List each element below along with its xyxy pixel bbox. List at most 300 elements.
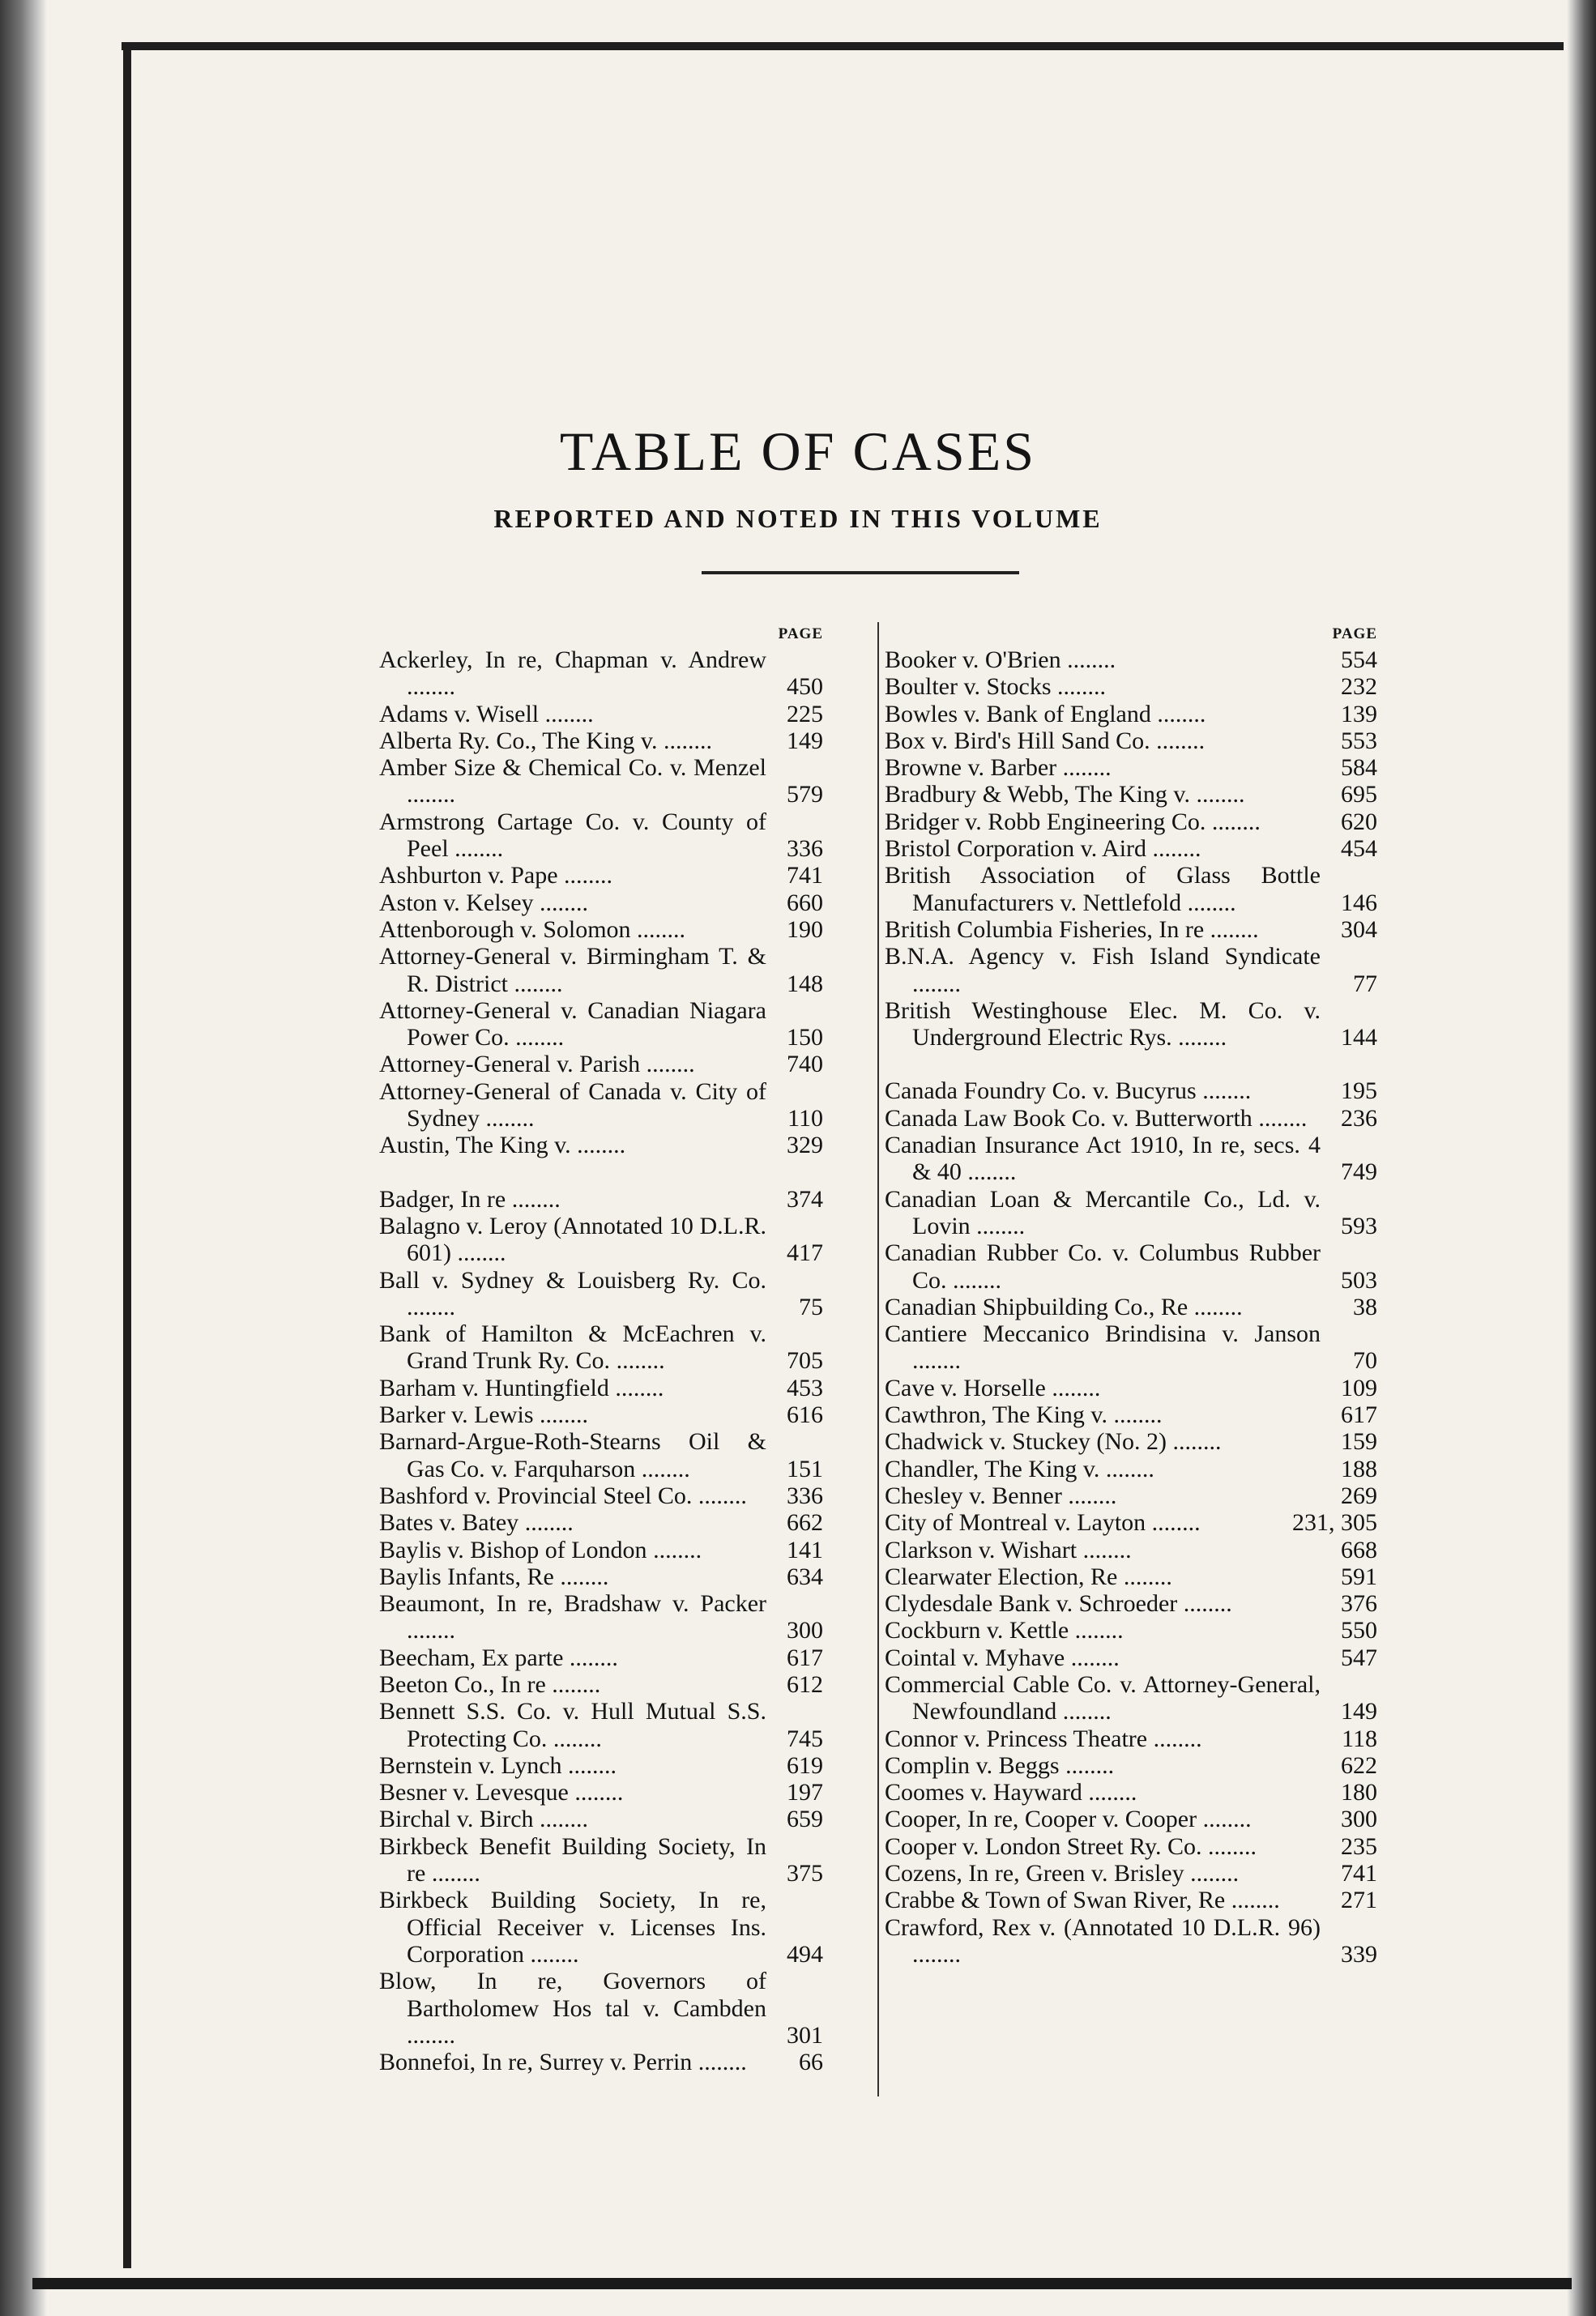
case-entry <box>885 1375 1377 1401</box>
case-page-number: 617 <box>787 1644 823 1671</box>
case-name: Cozens, In re, Green v. Brisley <box>885 1860 1184 1887</box>
case-page-number: 634 <box>787 1563 823 1590</box>
case-name: Beeton Co., In re <box>379 1670 546 1698</box>
scan-edge-right <box>1567 0 1596 2316</box>
case-name: Attorney-General v. Birmingham T. & R. District <box>379 943 766 997</box>
case-name: Cockburn v. Kettle <box>885 1617 1069 1644</box>
leader-dots: ........ <box>568 1779 624 1806</box>
case-page-number: 336 <box>787 1482 823 1509</box>
case-name: Chadwick v. Stuckey (No. 2) <box>885 1428 1167 1456</box>
case-name: Birchal v. Birch <box>379 1806 534 1833</box>
case-name: Canadian Rubber Co. v. Columbus Rubber Co. <box>885 1239 1321 1294</box>
case-name: Booker v. O'Brien <box>885 646 1061 673</box>
leader-dots: ........ <box>1059 1751 1115 1779</box>
case-name: British Westinghouse Elec. M. Co. v. Underground Electric Rys. <box>885 996 1321 1051</box>
leader-dots: ........ <box>509 1024 565 1051</box>
case-entry <box>885 916 1377 943</box>
leader-dots: ........ <box>553 1563 609 1590</box>
case-entry <box>379 997 823 1051</box>
cases-column-left <box>379 620 823 2075</box>
case-entry <box>885 1563 1377 1590</box>
case-name: Beecham, Ex parte <box>379 1644 564 1671</box>
leader-dots: ........ <box>480 1105 535 1132</box>
case-entry <box>885 727 1377 754</box>
case-name: Bennett S.S. Co. v. Hull Mutual S.S. Protecting Co. <box>379 1698 766 1752</box>
leader-dots: ........ <box>570 1132 626 1159</box>
leader-dots: ........ <box>1082 1779 1137 1806</box>
case-entry <box>379 727 823 754</box>
case-name: Coomes v. Hayward <box>885 1779 1082 1806</box>
case-name: Badger, In re <box>379 1185 506 1213</box>
leader-dots: ........ <box>1051 673 1107 701</box>
case-name: Attorney-General v. Canadian Niagara Power Co. <box>379 996 766 1051</box>
case-entry <box>379 1644 823 1671</box>
case-page-number: 494 <box>787 1940 823 1968</box>
case-name: Crawford, Rex v. (Annotated 10 D.L.R. 96) <box>885 1913 1321 1941</box>
leader-dots: ........ <box>1188 1293 1243 1320</box>
case-name: Bashford v. Provincial Steel Co. <box>379 1482 693 1509</box>
case-entry <box>379 943 823 997</box>
case-name: Attorney-General of Canada v. City of Sydney <box>379 1077 766 1132</box>
case-page-number: 339 <box>1341 1940 1377 1968</box>
case-page-number: 269 <box>1341 1482 1377 1509</box>
case-page-number: 553 <box>1341 727 1377 754</box>
page-subtitle: REPORTED AND NOTED IN THIS VOLUME <box>493 504 1103 533</box>
case-page-number: 336 <box>787 835 823 863</box>
leader-dots: ........ <box>946 1266 1002 1294</box>
case-entry <box>885 1617 1377 1644</box>
case-entry <box>885 1887 1377 1913</box>
leader-dots: ........ <box>1150 727 1206 754</box>
case-page-number: 236 <box>1341 1104 1377 1132</box>
case-entry <box>379 1213 823 1267</box>
case-page-number: 612 <box>787 1670 823 1698</box>
leader-dots: ........ <box>1201 1832 1257 1860</box>
case-page-number: 144 <box>1341 1024 1377 1051</box>
case-name: Ackerley, In re, Chapman v. Andrew <box>379 646 766 673</box>
case-page-number: 662 <box>787 1509 823 1537</box>
case-entry <box>885 862 1377 916</box>
case-entry <box>379 1482 823 1509</box>
case-name: Ashburton v. Pape <box>379 862 558 889</box>
leader-dots: ........ <box>533 889 589 916</box>
case-page-number: 619 <box>787 1751 823 1779</box>
case-page-number: 148 <box>787 970 823 997</box>
case-entry <box>379 1590 823 1644</box>
case-entry <box>885 1914 1377 1968</box>
case-page-number: 139 <box>1341 700 1377 727</box>
case-name: Cooper v. London Street Ry. Co. <box>885 1832 1202 1860</box>
case-name: Birkbeck Building Society, In re, Official Receiver v. Licenses Ins. Corporation <box>379 1887 766 1968</box>
case-entry <box>379 889 823 916</box>
page-title: TABLE OF CASES <box>559 420 1037 482</box>
case-name: Bank of Hamilton & McEachren v. Grand Trunk Ry. Co. <box>379 1320 766 1375</box>
case-entry <box>379 862 823 889</box>
case-entry <box>885 1294 1377 1320</box>
case-page-number: 118 <box>1342 1725 1377 1752</box>
leader-dots: ........ <box>1189 781 1245 808</box>
case-entry <box>885 1779 1377 1806</box>
case-entry <box>379 1132 823 1158</box>
leader-dots: ........ <box>1171 1024 1227 1051</box>
case-entry <box>885 1482 1377 1509</box>
case-name: Austin, The King v. <box>379 1132 571 1159</box>
case-name: Barnard-Argue-Roth-Stearns Oil & Gas Co. v. Farquharson <box>379 1428 766 1482</box>
case-name: Box v. Bird's Hill Sand Co. <box>885 727 1150 754</box>
leader-dots: ........ <box>630 915 686 943</box>
leader-dots: ........ <box>1065 1644 1120 1671</box>
case-page-number: 617 <box>1341 1401 1377 1429</box>
case-page-number: 329 <box>787 1132 823 1159</box>
case-page-number: 151 <box>787 1455 823 1482</box>
leader-dots: ........ <box>547 1725 602 1752</box>
case-entry <box>885 646 1377 673</box>
case-page-number: 450 <box>787 673 823 701</box>
border-left <box>123 42 131 2268</box>
leader-dots: ........ <box>1197 1806 1252 1833</box>
case-name: Clydesdale Bank v. Schroeder <box>885 1590 1178 1618</box>
case-name: Canadian Insurance Act 1910, In re, secs. 4 & 40 <box>885 1132 1321 1186</box>
case-name: Cantiere Meccanico Brindisina v. Janson <box>885 1320 1321 1348</box>
leader-dots: ........ <box>1252 1104 1308 1132</box>
leader-dots: ........ <box>640 1051 695 1078</box>
case-entry <box>885 1860 1377 1887</box>
case-name: Baylis v. Bishop of London <box>379 1536 647 1563</box>
leader-dots: ........ <box>448 835 504 863</box>
case-name: Armstrong Cartage Co. v. County of Peel <box>379 808 766 863</box>
leader-dots: ........ <box>1056 754 1112 782</box>
leader-dots: ........ <box>407 1293 455 1320</box>
leader-dots: ........ <box>1045 1374 1101 1401</box>
case-name: Birkbeck Benefit Building Society, In re <box>379 1832 766 1887</box>
case-name: Amber Size & Chemical Co. v. Menzel <box>379 754 766 782</box>
border-bottom <box>32 2278 1572 2289</box>
case-page-number: 659 <box>787 1806 823 1833</box>
case-entry <box>885 1725 1377 1752</box>
leader-dots: ........ <box>1146 1509 1201 1537</box>
column-header-page: PAGE <box>1332 625 1377 642</box>
case-page-number: 660 <box>787 889 823 916</box>
case-page-number: 271 <box>1341 1887 1377 1914</box>
case-entry <box>885 1105 1377 1132</box>
case-name: Clarkson v. Wishart <box>885 1536 1078 1563</box>
case-entry <box>885 1239 1377 1294</box>
case-page-number: 376 <box>1341 1590 1377 1618</box>
case-name: Browne v. Barber <box>885 754 1057 782</box>
case-entry <box>379 1537 823 1563</box>
case-entry <box>379 1375 823 1401</box>
case-page-number: 417 <box>787 1239 823 1267</box>
case-entry <box>885 1509 1377 1536</box>
case-entry <box>379 1320 823 1375</box>
leader-dots: ........ <box>451 1239 506 1267</box>
case-page-number: 109 <box>1341 1374 1377 1401</box>
case-entry <box>885 1320 1377 1375</box>
case-name: Canada Law Book Co. v. Butterworth <box>885 1104 1252 1132</box>
case-page-number: 141 <box>787 1536 823 1563</box>
case-page-number: 195 <box>1341 1077 1377 1105</box>
case-page-number: 146 <box>1341 889 1377 916</box>
case-name: Besner v. Levesque <box>379 1779 569 1806</box>
case-entry <box>885 673 1377 700</box>
case-entry <box>379 1563 823 1590</box>
case-name: Blow, In re, Governors of Bartholomew Hos tal v. Cambden <box>379 1968 766 2022</box>
leader-dots: ........ <box>1177 1590 1232 1618</box>
case-page-number: 180 <box>1341 1779 1377 1806</box>
case-name: Beaumont, In re, Bradshaw v. Packer <box>379 1590 766 1618</box>
case-page-number: 301 <box>787 2021 823 2049</box>
case-name: Clearwater Election, Re <box>885 1563 1118 1590</box>
case-entry <box>379 1698 823 1752</box>
case-entry <box>885 1132 1377 1186</box>
leader-dots: ........ <box>608 1374 664 1401</box>
case-page-number: 197 <box>787 1779 823 1806</box>
case-page-number: 38 <box>1353 1293 1377 1320</box>
case-entry <box>885 1077 1377 1104</box>
leader-dots: ........ <box>557 862 613 889</box>
case-name: Alberta Ry. Co., The King v. <box>379 727 658 754</box>
case-name: Bernstein v. Lynch <box>379 1751 562 1779</box>
case-page-number: 622 <box>1341 1751 1377 1779</box>
leader-dots: ........ <box>407 2021 455 2049</box>
case-name: Baylis Infants, Re <box>379 1563 554 1590</box>
case-name: Cawthron, The King v. <box>885 1401 1107 1429</box>
case-name: Canadian Loan & Mercantile Co., Ld. v. Lovin <box>885 1185 1321 1239</box>
case-entry <box>379 1078 823 1132</box>
leader-dots: ........ <box>1204 915 1259 943</box>
case-entry <box>379 1428 823 1482</box>
case-entry <box>379 1833 823 1887</box>
case-page-number: 591 <box>1341 1563 1377 1590</box>
case-page-number: 741 <box>1341 1860 1377 1887</box>
case-page-number: 190 <box>787 915 823 943</box>
case-entry <box>379 1267 823 1321</box>
leader-dots: ........ <box>692 1482 747 1509</box>
leader-dots: ........ <box>518 1509 574 1537</box>
leader-dots: ........ <box>425 1860 480 1887</box>
leader-dots: ........ <box>539 700 594 727</box>
case-page-number: 77 <box>1353 970 1377 997</box>
case-name: Bowles v. Bank of England <box>885 700 1151 727</box>
case-entry <box>885 808 1377 835</box>
case-name: Chesley v. Benner <box>885 1482 1062 1509</box>
case-entry <box>379 2049 823 2075</box>
case-entry <box>885 1644 1377 1671</box>
case-name: Aston v. Kelsey <box>379 889 534 916</box>
case-page-number: 749 <box>1341 1158 1377 1186</box>
case-page-number: 579 <box>787 781 823 808</box>
case-name: Bridger v. Robb Engineering Co. <box>885 808 1206 835</box>
leader-dots: ........ <box>692 2049 747 2076</box>
scan-edge-left <box>0 0 47 2316</box>
leader-dots: ........ <box>407 673 455 701</box>
leader-dots: ........ <box>635 1455 690 1482</box>
case-page-number: 304 <box>1341 915 1377 943</box>
case-name: Balagno v. Leroy (Annotated 10 D.L.R. 601) <box>379 1212 766 1267</box>
case-page-number: 741 <box>787 862 823 889</box>
leader-dots: ........ <box>1225 1887 1280 1914</box>
case-entry <box>379 1887 823 1968</box>
case-name: Bristol Corporation v. Aird <box>885 835 1147 863</box>
leader-dots: ........ <box>407 1617 455 1644</box>
leader-dots: ........ <box>523 1940 579 1968</box>
leader-dots: ........ <box>563 1644 618 1671</box>
case-entry <box>379 1779 823 1806</box>
leader-dots: ........ <box>1184 1860 1240 1887</box>
case-page-number: 705 <box>787 1347 823 1375</box>
case-page-number: 547 <box>1341 1644 1377 1671</box>
case-page-number: 66 <box>799 2049 823 2076</box>
case-name: Attorney-General v. Parish <box>379 1051 641 1078</box>
case-name: City of Montreal v. Layton <box>885 1509 1146 1537</box>
case-page-number: 453 <box>787 1374 823 1401</box>
case-entry <box>379 754 823 808</box>
cases-column-right <box>885 620 1377 1968</box>
column-header-page: PAGE <box>778 625 823 642</box>
case-page-number: 149 <box>1341 1698 1377 1725</box>
case-page-number: 454 <box>1341 835 1377 863</box>
section-gap <box>885 1051 1377 1077</box>
column-divider <box>877 622 879 2096</box>
leader-dots: ........ <box>1181 889 1236 916</box>
case-name: British Columbia Fisheries, In re <box>885 915 1205 943</box>
case-entry <box>379 1806 823 1832</box>
leader-dots: ........ <box>1117 1563 1172 1590</box>
case-page-number: 584 <box>1341 754 1377 782</box>
case-page-number: 554 <box>1341 646 1377 673</box>
case-page-number: 70 <box>1353 1347 1377 1375</box>
case-name: Barham v. Huntingfield <box>379 1374 609 1401</box>
case-page-number: 75 <box>799 1293 823 1320</box>
case-name: B.N.A. Agency v. Fish Island Syndicate <box>885 943 1321 970</box>
case-page-number: 300 <box>1341 1806 1377 1833</box>
leader-dots: ........ <box>912 1940 961 1968</box>
case-page-number: 745 <box>787 1725 823 1752</box>
title-divider <box>702 571 1019 574</box>
case-entry <box>885 701 1377 727</box>
case-entry <box>885 943 1377 997</box>
leader-dots: ........ <box>1107 1401 1163 1429</box>
case-name: Cave v. Horselle <box>885 1374 1046 1401</box>
case-entry <box>885 754 1377 781</box>
leader-dots: ........ <box>657 727 712 754</box>
case-page-number: 235 <box>1341 1832 1377 1860</box>
case-page-number: 616 <box>787 1401 823 1429</box>
leader-dots: ........ <box>533 1806 589 1833</box>
case-name: Ball v. Sydney & Louisberg Ry. Co. <box>379 1266 766 1294</box>
case-page-number: 503 <box>1341 1266 1377 1294</box>
case-entry <box>885 1806 1377 1832</box>
case-name: Barker v. Lewis <box>379 1401 534 1429</box>
leader-dots: ........ <box>545 1670 601 1698</box>
case-name: Bonnefoi, In re, Surrey v. Perrin <box>379 2049 693 2076</box>
leader-dots: ........ <box>912 970 961 997</box>
leader-dots: ........ <box>1150 700 1206 727</box>
leader-dots: ........ <box>533 1401 588 1429</box>
case-name: Adams v. Wisell <box>379 700 540 727</box>
leader-dots: ........ <box>1056 1698 1112 1725</box>
case-name: Canadian Shipbuilding Co., Re <box>885 1293 1188 1320</box>
case-page-number: 550 <box>1341 1617 1377 1644</box>
case-entry <box>885 1401 1377 1428</box>
leader-dots: ........ <box>561 1751 617 1779</box>
case-entry <box>885 1833 1377 1860</box>
case-entry <box>379 1186 823 1213</box>
case-page-number: 620 <box>1341 808 1377 835</box>
case-name: Cointal v. Myhave <box>885 1644 1065 1671</box>
leader-dots: ........ <box>1146 835 1201 863</box>
leader-dots: ........ <box>508 970 563 997</box>
leader-dots: ........ <box>1206 808 1261 835</box>
leader-dots: ........ <box>1167 1428 1222 1456</box>
leader-dots: ........ <box>506 1185 561 1213</box>
case-name: British Association of Glass Bottle Manufacturers v. Nettlefold <box>885 862 1321 916</box>
case-name: Canada Foundry Co. v. Bucyrus <box>885 1077 1197 1105</box>
case-name: Boulter v. Stocks <box>885 673 1052 701</box>
case-page-number: 740 <box>787 1051 823 1078</box>
case-name: Cooper, In re, Cooper v. Cooper <box>885 1806 1197 1833</box>
case-page-number: 110 <box>787 1105 823 1132</box>
case-entry <box>885 1537 1377 1563</box>
case-entry <box>885 1671 1377 1725</box>
case-entry <box>379 916 823 943</box>
case-entry <box>379 1051 823 1077</box>
case-entry <box>885 1590 1377 1617</box>
case-entry <box>885 997 1377 1051</box>
case-name: Commercial Cable Co. v. Attorney-General, Newfoundland <box>885 1670 1321 1725</box>
case-entry <box>379 1671 823 1698</box>
case-page-number: 231, 305 <box>1292 1509 1377 1537</box>
case-name: Crabbe & Town of Swan River, Re <box>885 1887 1226 1914</box>
case-page-number: 593 <box>1341 1212 1377 1239</box>
case-page-number: 159 <box>1341 1428 1377 1456</box>
case-entry <box>379 1968 823 2049</box>
case-entry <box>379 808 823 863</box>
case-entry <box>379 1401 823 1428</box>
case-name: Bates v. Batey <box>379 1509 519 1537</box>
leader-dots: ........ <box>1060 646 1116 673</box>
case-entry <box>885 781 1377 808</box>
case-name: Complin v. Beggs <box>885 1751 1060 1779</box>
leader-dots: ........ <box>1196 1077 1252 1105</box>
case-page-number: 375 <box>787 1860 823 1887</box>
case-page-number: 225 <box>787 700 823 727</box>
case-page-number: 374 <box>787 1185 823 1213</box>
leader-dots: ........ <box>610 1347 665 1375</box>
case-name: Bradbury & Webb, The King v. <box>885 781 1190 808</box>
case-entry <box>885 1428 1377 1455</box>
case-name: Attenborough v. Solomon <box>379 915 631 943</box>
leader-dots: ........ <box>1077 1536 1132 1563</box>
case-page-number: 150 <box>787 1024 823 1051</box>
case-entry <box>885 1456 1377 1482</box>
case-entry <box>885 1752 1377 1779</box>
leader-dots: ........ <box>961 1158 1017 1186</box>
case-name: Connor v. Princess Theatre <box>885 1725 1148 1752</box>
case-entry <box>885 835 1377 862</box>
case-entry <box>379 1752 823 1779</box>
leader-dots: ........ <box>1099 1455 1154 1482</box>
leader-dots: ........ <box>912 1347 961 1375</box>
leader-dots: ........ <box>1147 1725 1202 1752</box>
case-page-number: 300 <box>787 1617 823 1644</box>
case-page-number: 668 <box>1341 1536 1377 1563</box>
case-page-number: 188 <box>1341 1455 1377 1482</box>
leader-dots: ........ <box>970 1212 1026 1239</box>
border-top <box>122 42 1564 50</box>
case-entry <box>379 1509 823 1536</box>
case-entry <box>885 1186 1377 1240</box>
